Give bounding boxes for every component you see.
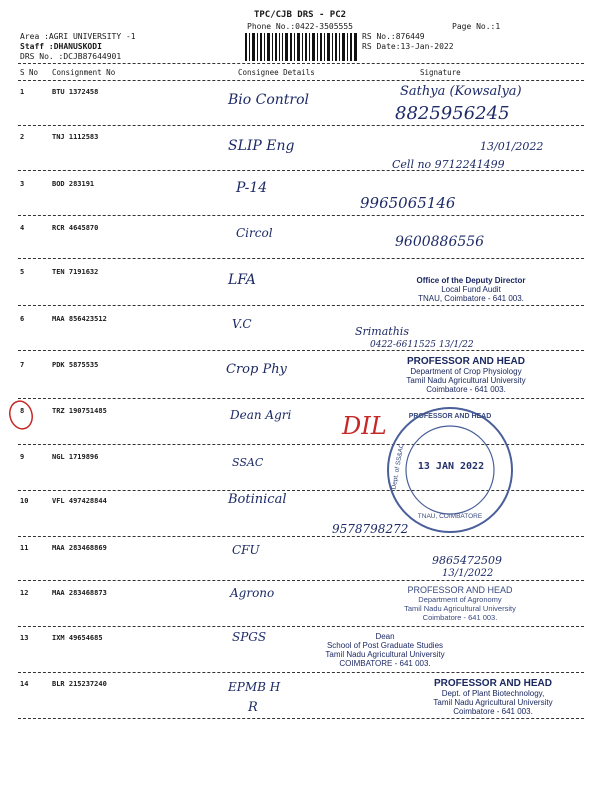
row-consignment: BLR 215237240 — [52, 680, 107, 688]
column-header-sno: S No — [20, 68, 39, 77]
column-header-consignee: Consignee Details — [238, 68, 315, 77]
row-consignee: Crop Phy — [226, 362, 287, 377]
stamp-pg-studies — [300, 632, 470, 668]
column-header-consignment: Consignment No — [52, 68, 116, 77]
row-divider — [18, 215, 584, 216]
row-consignment: BTU 1372458 — [52, 88, 99, 96]
row-divider — [18, 718, 584, 719]
row-consignment: PDK 5875535 — [52, 361, 99, 369]
row-divider — [18, 125, 584, 126]
row-phone: 0422-6611525 13/1/22 — [370, 340, 474, 350]
stamp-line: Tamil Nadu Agricultural University — [406, 376, 526, 385]
area-label: Area :AGRI UNIVERSITY -1 — [20, 32, 136, 41]
row-signature: 13/01/2022 — [480, 140, 544, 153]
header-divider — [18, 63, 584, 64]
row-signature: Srimathis — [355, 325, 409, 338]
row-consignment: BOD 283191 — [52, 180, 95, 188]
row-phone: Cell no 9712241499 — [392, 158, 505, 171]
stamp-line: Tamil Nadu Agricultural University — [433, 698, 553, 707]
row-consignee: Botinical — [228, 492, 287, 507]
row-consignee: LFA — [228, 272, 256, 288]
column-header-divider — [18, 80, 584, 81]
stamp-line: Coimbatore - 641 003. — [426, 385, 506, 394]
round-stamp-left: Dept. of SS&AC — [390, 442, 406, 491]
page-number: Page No.:1 — [452, 22, 501, 31]
row-consignee: SSAC — [232, 456, 264, 469]
row-consignment: VFL 497428844 — [52, 497, 107, 505]
stamp-line: COIMBATORE - 641 003. — [339, 659, 431, 668]
row-consignee: Circol — [236, 226, 273, 240]
row-signature: DIL — [342, 412, 387, 440]
stamp-line: TNAU, Coimbatore - 641 003. — [418, 294, 524, 303]
stamp-line: PROFESSOR AND HEAD — [407, 356, 525, 367]
row-consignee: Agrono — [230, 586, 275, 600]
row-consignee: Bio Control — [228, 92, 310, 108]
row-sno: 4 — [20, 224, 25, 232]
row-consignee: CFU — [232, 543, 260, 557]
row-sno: 2 — [20, 133, 25, 141]
row-consignment: TRZ 190751485 — [52, 407, 107, 415]
row-sno: 3 — [20, 180, 25, 188]
stamp-line: Department of Agronomy — [418, 595, 502, 604]
row-consignee: SLIP Eng — [228, 138, 295, 154]
barcode — [245, 33, 357, 61]
row-consignment: MAA 856423512 — [52, 315, 107, 323]
row-sno: 5 — [20, 268, 25, 276]
row-sno: 10 — [20, 497, 29, 505]
row-divider — [18, 398, 584, 399]
row-sno: 6 — [20, 315, 25, 323]
circled-mark-icon — [4, 398, 38, 432]
row-divider — [18, 350, 584, 351]
row-consignment: RCR 4645870 — [52, 224, 99, 232]
stamp-deputy-director — [386, 276, 556, 303]
stamp-line: School of Post Graduate Studies — [326, 641, 444, 650]
stamp-line: Dean — [375, 632, 395, 641]
row-signature: 9965065146 — [360, 194, 456, 212]
row-consignment: MAA 283468869 — [52, 544, 107, 552]
row-consignee: P-14 — [236, 180, 268, 196]
row-divider — [18, 626, 584, 627]
row-divider — [18, 672, 584, 673]
row-signature: 9865472509 — [432, 554, 502, 567]
row-sno: 14 — [20, 680, 29, 688]
rs-date: RS Date:13-Jan-2022 — [362, 42, 454, 51]
row-consignee: EPMB H — [228, 680, 281, 694]
stamp-line: Tamil Nadu Agricultural University — [404, 604, 516, 613]
stamp-crop-physiology — [376, 356, 556, 394]
row-consignment: TNJ 1112583 — [52, 133, 99, 141]
row-divider — [18, 305, 584, 306]
row-date: 13/1/2022 — [442, 568, 494, 579]
stamp-line: Coimbatore - 641 003. — [422, 613, 498, 622]
round-stamp-date: 13 JAN 2022 — [417, 461, 485, 472]
stamp-line: PROFESSOR AND HEAD — [434, 678, 552, 689]
round-stamp-bottom: TNAU, COIMBATORE — [417, 513, 483, 520]
stamp-agronomy — [370, 585, 550, 622]
row-divider — [18, 536, 584, 537]
row-sno: 12 — [20, 589, 29, 597]
row-sno: 13 — [20, 634, 29, 642]
rs-number: RS No.:876449 — [362, 32, 425, 41]
row-sno: 11 — [20, 544, 29, 552]
staff-label: Staff :DHANUSKODI — [20, 42, 102, 51]
round-stamp — [385, 405, 515, 535]
stamp-line: Office of the Deputy Director — [416, 276, 526, 285]
stamp-line: PROFESSOR AND HEAD — [407, 585, 513, 595]
stamp-line: Dept. of Plant Biotechnology, — [441, 689, 545, 698]
row-divider — [18, 170, 584, 171]
row-consignee: SPGS — [232, 630, 267, 644]
stamp-line: Coimbatore - 641 003. — [453, 707, 533, 716]
row-divider — [18, 580, 584, 581]
phone-number: Phone No.:0422-3505555 — [247, 22, 353, 31]
stamp-line: Local Fund Audit — [441, 285, 501, 294]
row-consignee-extra: R — [248, 700, 258, 715]
row-sno: 7 — [20, 361, 25, 369]
row-sno: 9 — [20, 453, 25, 461]
document-title: TPC/CJB DRS - PC2 — [253, 10, 347, 20]
row-signature: 9578798272 — [332, 522, 409, 536]
stamp-line: Department of Crop Physiology — [410, 367, 522, 376]
row-phone: 8825956245 — [395, 103, 510, 124]
row-divider — [18, 258, 584, 259]
stamp-line: Tamil Nadu Agricultural University — [325, 650, 445, 659]
row-sno: 8 — [20, 407, 25, 415]
row-consignment: NGL 1719896 — [52, 453, 99, 461]
round-stamp-top: PROFESSOR AND HEAD — [408, 413, 492, 420]
column-header-signature: Signature — [420, 68, 461, 77]
row-consignment: MAA 283468873 — [52, 589, 107, 597]
row-signature: Sathya (Kowsalya) — [400, 84, 522, 99]
row-consignee: V.C — [232, 317, 252, 331]
row-signature: 9600886556 — [395, 234, 485, 250]
row-consignment: IXM 49654685 — [52, 634, 103, 642]
row-consignee: Dean Agri — [230, 408, 292, 422]
stamp-plant-biotech — [398, 678, 588, 716]
row-sno: 1 — [20, 88, 25, 96]
drs-number: DRS No. :DCJB87644901 — [20, 52, 122, 61]
row-consignment: TEN 7191632 — [52, 268, 99, 276]
